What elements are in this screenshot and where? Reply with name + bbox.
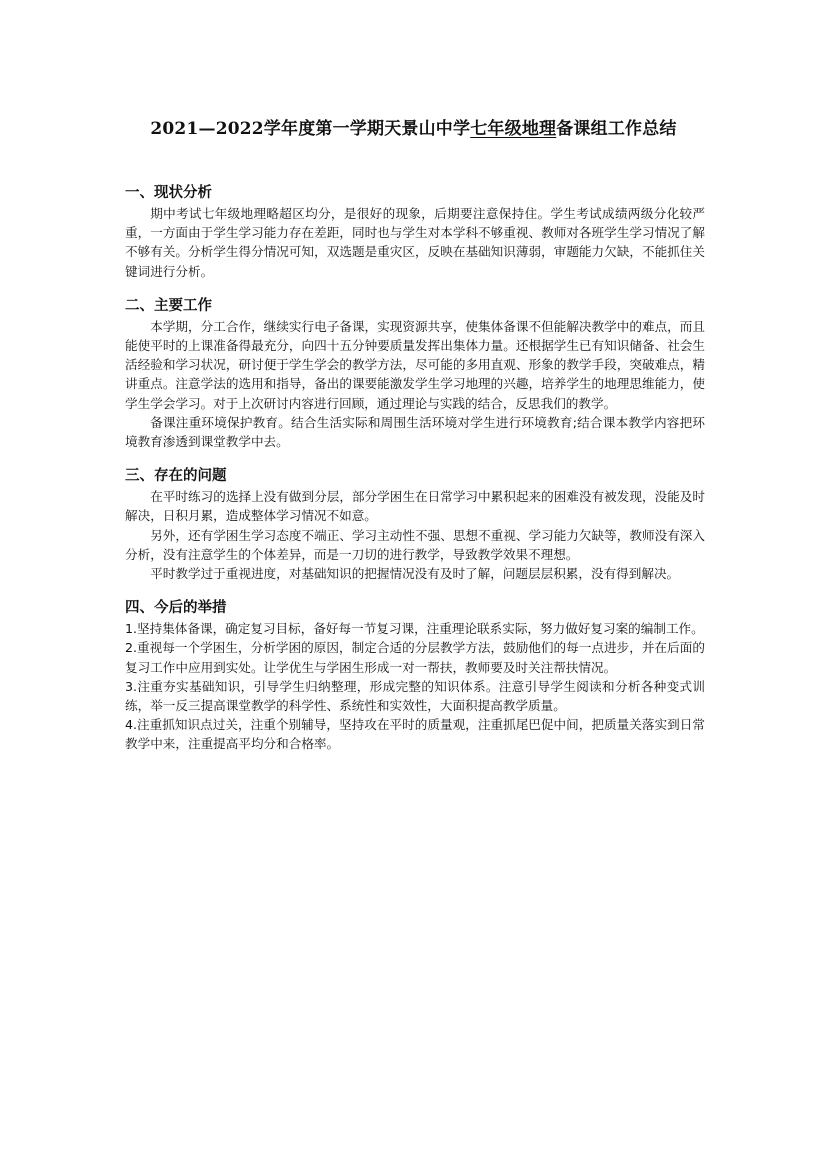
- paragraph: 期中考试七年级地理略超区均分，是很好的现象，后期要注意保持住。学生考试成绩两级分化较严重，一方面由于学生学习能力存在差距，同时也与学生对本学科不够重视、教师对各班学生学习情况了解不够有关。分析学生得分情况可知，双选题是重灾区，反映在基础知识薄弱，审题能力欠缺，不能抓住关键词进行分析。: [125, 206, 705, 279]
- section-heading: 二、主要工作: [125, 297, 212, 314]
- section-heading: 三、存在的问题: [125, 468, 227, 485]
- title-suffix: 备课组工作总结: [556, 119, 677, 139]
- title-subject: 七年级地理: [470, 119, 557, 139]
- section-status-analysis: [125, 183, 705, 281]
- paragraph: 在平时练习的选择上没有做到分层，部分学困生在日常学习中累积起来的困难没有被发现，没能及时解决，日积月累，造成整体学习情况不如意。: [125, 489, 705, 524]
- list-item: 1.坚持集体备课，确定复习目标，备好每一节复习课，注重理论联系实际，努力做好复习案的编制工作。: [125, 621, 704, 637]
- section-heading: 四、今后的举措: [125, 600, 227, 617]
- paragraph: 本学期，分工合作，继续实行电子备课，实现资源共享，使集体备课不但能解决教学中的难点，而且能使平时的上课准备得最充分，向四十五分钟要质量发挥出集体力量。还根据学生已有知识储备、社会生活经验和学习状况，研讨便于学生学会的教学方法，尽可能的多用直观、形象的教学手段，突破难点，精讲重点。注意学法的选用和指导，备出的课要能激发学生学习地理的兴趣，培养学生的地理思维能力，使学生学会学习。对于上次研讨内容进行回顾，通过理论与实践的结合，反思我们的教学。: [125, 318, 705, 411]
- section-future-measures: [125, 598, 705, 753]
- title-prefix: 2021—2022学年度第一学期天景山中学: [150, 119, 471, 139]
- list-item: 2.重视每一个学困生，分析学困的原因，制定合适的分层教学方法，鼓励他们的每一点进步，并在后面的复习工作中应用到实处。让学优生与学困生形成一对一帮扶，教师要及时关注帮扶情况。: [125, 640, 705, 675]
- paragraph: 备课注重环境保护教育。结合生活实际和周围生活环境对学生进行环境教育;结合课本教学内容把环境教育渗透到课堂教学中去。: [125, 414, 705, 450]
- document-title: [0, 114, 827, 139]
- section-heading: 一、现状分析: [125, 185, 212, 201]
- paragraph: 平时教学过于重视进度，对基础知识的把握情况没有及时了解，问题层层积累，没有得到解决。: [150, 566, 680, 582]
- list-item: 3.注重夯实基础知识，引导学生归纳整理，形成完整的知识体系。注意引导学生阅读和分析各种变式训练，举一反三提高课堂教学的科学性、系统性和实效性，大面积提高教学质量。: [125, 678, 705, 714]
- document-body: [125, 183, 705, 754]
- list-item: 4.注重抓知识点过关，注重个别辅导，坚持攻在平时的质量观，注重抓尾巴促中间，把质量关落实到日常教学中来，注重提高平均分和合格率。: [125, 717, 705, 752]
- section-main-work: [125, 296, 705, 451]
- section-existing-problems: [125, 466, 705, 583]
- paragraph: 另外，还有学困生学习态度不端正、学习主动性不强、思想不重视、学习能力欠缺等，教师没有深入分析，没有注意学生的个体差异，而是一刀切的进行教学，导致教学效果不理想。: [125, 527, 705, 562]
